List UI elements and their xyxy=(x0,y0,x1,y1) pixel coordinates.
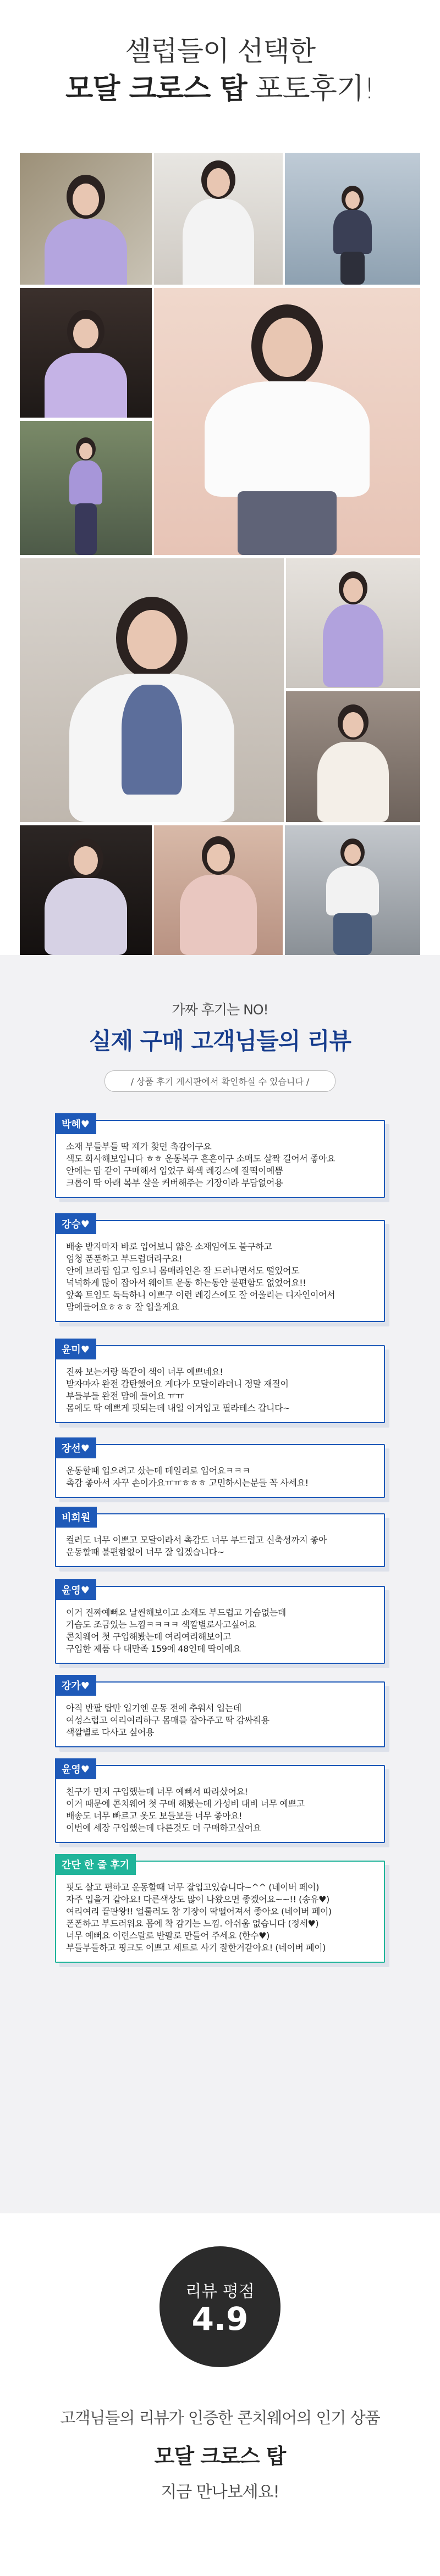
review-card xyxy=(55,1513,385,1567)
footer-product-name: 모달 크로스 탑 xyxy=(154,2444,286,2468)
review-text: 소재 부들부들 딱 제가 찾던 촉감이구요 색도 화사해보입니다 ㅎㅎ 운동복구 흔흔이구 소매도 살짝 길어서 좋아요 안에는 탑 같이 구매해서 입었구 화색 레깅스에 잘떡이예쁨 크롭이 딱 아래 복부 살을 커버해주는 기장이라 부담없어용 xyxy=(66,1141,336,1188)
review-author-tag: 윤영♥ xyxy=(55,1579,96,1600)
customer-reviews-section xyxy=(0,955,440,2213)
review-author-tag: 장선♥ xyxy=(55,1437,96,1458)
review-card xyxy=(55,1220,385,1322)
review-card xyxy=(55,1345,385,1423)
review-text: 진짜 보는거랑 똑같이 색이 너무 예쁘네요! 받자마자 완전 감탄했어요 게다가 모달이라더니 정말 재질이 부들부들 완전 맘에 들어요 ㅠㅠ 몸에도 딱 예쁘게 핏되는데 내일 이거입고 필라테스 갑니다~ xyxy=(66,1367,290,1413)
review-card xyxy=(55,1765,385,1843)
review-photo[interactable] xyxy=(285,825,420,955)
footer-tagline: 고객님들의 리뷰가 인증한 콘치웨어의 인기 상품 xyxy=(60,2408,380,2427)
rating-badge xyxy=(160,2246,280,2367)
header-photo-review-label: 포토후기! xyxy=(246,73,375,106)
short-review-tag: 간단 한 줄 후기 xyxy=(55,1854,136,1875)
review-card xyxy=(55,1444,385,1498)
review-photo[interactable] xyxy=(20,825,152,955)
header-section xyxy=(0,0,440,153)
header-title-line2 xyxy=(0,69,440,109)
review-photo[interactable] xyxy=(154,288,420,555)
review-photo[interactable] xyxy=(286,558,420,688)
photo-review-grid xyxy=(0,153,440,955)
review-author-tag: 윤영♥ xyxy=(55,1758,96,1779)
header-product-name: 모달 크로스 탑 xyxy=(65,73,247,106)
review-author-tag: 강가♥ xyxy=(55,1675,96,1696)
review-photo[interactable] xyxy=(286,691,420,822)
review-photo[interactable] xyxy=(20,558,284,822)
review-card xyxy=(55,1120,385,1198)
review-text: 아직 반팔 탑만 입기엔 운동 전에 추워서 입는데 여성스럽고 여리여리하구 몸매를 잡아주고 딱 감싸줘용 색깔별로 다사고 싶어용 xyxy=(66,1703,270,1737)
footer-cta: 지금 만나보세요! xyxy=(161,2483,279,2502)
review-author-tag: 강승♥ xyxy=(55,1213,96,1234)
review-author-tag: 윤미♥ xyxy=(55,1339,96,1359)
review-text: 운동할때 입으려고 샀는데 데일리로 입어요ㅋㅋㅋ 촉감 좋아서 자꾸 손이가요ㅠㅠㅎㅎㅎ 고민하시는분들 꼭 사세요! xyxy=(66,1465,309,1488)
rating-score: 4.9 xyxy=(191,2300,249,2338)
review-card xyxy=(55,1681,385,1747)
review-text: 배송 받자마자 바로 입어보니 얇은 소재임에도 불구하고 엄청 푼푼하고 부드럽더라구요! 안에 브라탑 입고 입으니 몸매라인은 잘 드러나면서도 떨있어도 넉넉하게 많이 잡아서 웨이트 운동 하는동안 불편함도 없었어요!! 앞쪽 트임도 독득하니 이쁘구 이런 레깅스에도 잘 어울리는 디자인이어서 맘에들어요ㅎㅎㅎ 잘 입을게요 xyxy=(66,1241,336,1312)
review-photo[interactable] xyxy=(154,153,283,285)
review-card xyxy=(55,1586,385,1664)
review-photo[interactable] xyxy=(20,421,152,555)
review-text: 친구가 먼저 구입했는데 너무 예뻐서 따라샀어요! 이거 때문에 콘치웨어 첫 구매 해봤는데 가성비 대비 너무 예쁘고 배송도 너무 빠르고 옷도 보들보들 너무 좋아요! 이번에 세장 구입했는데 다른것도 더 구매하고싶어요 xyxy=(66,1786,305,1833)
rating-label: 리뷰 평점 xyxy=(185,2282,255,2301)
review-text: 핏도 살고 편하고 운동할때 너무 잘입고있습니다~^^ (네이버 페이) 자주 입을거 같아요! 다른색상도 많이 나왔으면 좋겠어요~~!! (송유♥) 여리여리 끝판왕!! 얼룰러도 참 기장이 딱떨어져서 좋아요 (네이버 페이) 폰폰하고 부드러워요 몸에 착 감기는 느낌. 아쉬움 없습니다 (정세♥) 너무 예뻐요 이런스탈로 반팔로 만들어 주세요 (한수♥) 부들부들하고 핑크도 이쁘고 세트로 사기 잘한거같아요! (네이버 페이) xyxy=(66,1882,332,1953)
review-photo[interactable] xyxy=(20,153,152,285)
header-title-line1: 셀럽들이 선택한 xyxy=(125,35,315,67)
review-photo[interactable] xyxy=(285,153,420,285)
rating-footer xyxy=(0,2213,440,2576)
reviews-board-note: / 상품 후기 게시판에서 확인하실 수 있습니다 / xyxy=(105,1070,336,1092)
review-photo[interactable] xyxy=(154,825,283,955)
review-author-tag: 비회원 xyxy=(55,1507,97,1528)
short-review-card xyxy=(55,1861,385,1963)
reviews-title: 실제 구매 고객님들의 리뷰 xyxy=(89,1028,351,1054)
review-text: 이거 진짜예뻐요 날씬해보이고 소재도 부드럽고 가슴없는데 가슴도 조금있는 느낌ㅋㅋㅋㅋ 색깔별로사고싶어요 콘치웨어 첫 구입해봤는데 여리여리해보이고 구입한 제품 다 대만족 159에 48인데 딱이예요 xyxy=(66,1607,286,1654)
review-text: 컬러도 너무 이쁘고 모달이라서 촉감도 너무 부드럽고 신축성까지 좋아 운동할때 불편함없이 너무 잘 입겠습니다~ xyxy=(66,1535,327,1557)
review-photo[interactable] xyxy=(20,288,152,418)
review-author-tag: 박혜♥ xyxy=(55,1113,96,1134)
reviews-subtitle: 가짜 후기는 NO! xyxy=(172,1002,268,1018)
